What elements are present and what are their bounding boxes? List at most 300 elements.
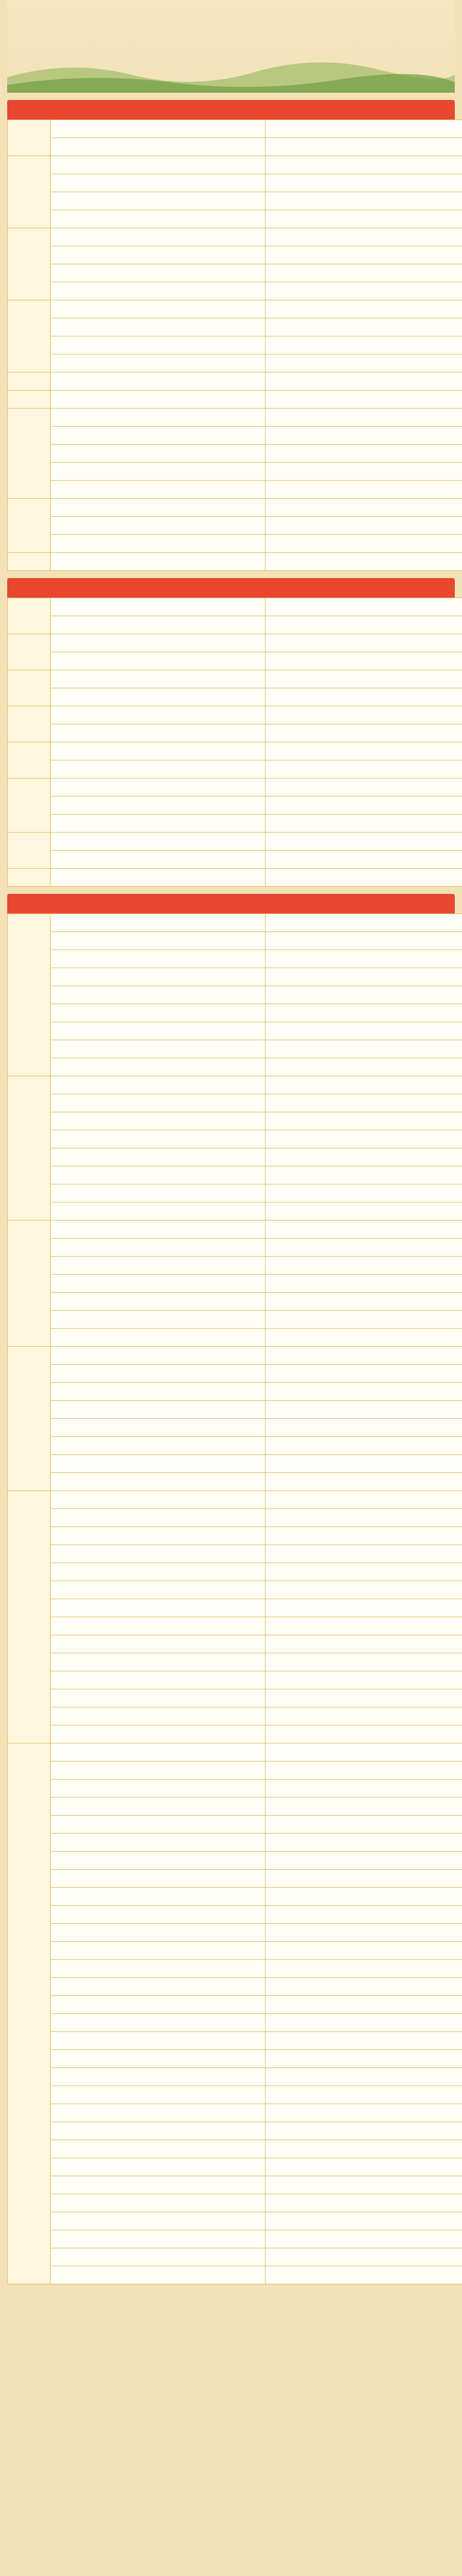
cooperative-name-cell [266, 1725, 462, 1743]
table-row [8, 1473, 462, 1491]
cooperative-name-cell [51, 1978, 266, 1996]
table-row [8, 2086, 462, 2104]
cooperative-name-cell [51, 2140, 266, 2158]
cooperative-name-cell [51, 1617, 266, 1635]
cooperative-name-cell [51, 1653, 266, 1671]
district-cell [8, 634, 51, 670]
cooperative-name-cell [51, 1581, 266, 1599]
table-row [8, 706, 462, 724]
cooperative-name-cell [266, 553, 462, 571]
cooperative-name-cell [51, 282, 266, 300]
cooperative-name-cell [266, 1166, 462, 1184]
cooperative-name-cell [266, 950, 462, 968]
cooperative-name-cell [266, 1202, 462, 1221]
table-row [8, 1419, 462, 1437]
cooperative-name-cell [51, 652, 266, 670]
cooperative-name-cell [266, 1130, 462, 1148]
cooperative-name-cell [51, 463, 266, 481]
table-row [8, 598, 462, 616]
cooperative-name-cell [266, 1581, 462, 1599]
cooperative-name-cell [51, 869, 266, 887]
table-row [8, 2068, 462, 2086]
cooperative-name-cell [266, 1545, 462, 1563]
cooperative-name-cell [51, 2068, 266, 2086]
cooperative-name-cell [266, 1671, 462, 1689]
cooperative-name-cell [51, 1906, 266, 1924]
table-row [8, 1563, 462, 1581]
table-row [8, 1906, 462, 1924]
table-row [8, 409, 462, 427]
cooperative-name-cell [266, 391, 462, 409]
table-row [8, 481, 462, 499]
table-row [8, 652, 462, 670]
cooperative-name-cell [51, 1455, 266, 1473]
cooperative-name-cell [266, 2068, 462, 2086]
table-row [8, 1816, 462, 1834]
cooperative-name-cell [51, 1040, 266, 1058]
district-cell [8, 1221, 51, 1347]
table-row [8, 1617, 462, 1635]
cooperative-name-cell [266, 354, 462, 372]
cooperative-name-cell [266, 1148, 462, 1166]
cooperative-name-cell [266, 815, 462, 833]
cooperative-name-cell [51, 1942, 266, 1960]
cooperative-name-cell [51, 1275, 266, 1293]
table-row [8, 2014, 462, 2032]
cooperative-name-cell [266, 2266, 462, 2284]
table-row [8, 1780, 462, 1798]
district-cell [8, 156, 51, 228]
table-row [8, 1888, 462, 1906]
title-banner [7, 0, 455, 93]
table-row [8, 634, 462, 652]
cooperative-name-cell [266, 445, 462, 463]
cooperative-name-cell [266, 2230, 462, 2248]
table-row [8, 1148, 462, 1166]
cooperative-name-cell [51, 1329, 266, 1347]
table-row [8, 445, 462, 463]
table-row [8, 2104, 462, 2122]
table-row [8, 1040, 462, 1058]
cooperative-name-cell [266, 228, 462, 246]
cooperative-name-cell [51, 742, 266, 760]
cooperative-name-cell [266, 2032, 462, 2050]
cooperative-name-cell [266, 1707, 462, 1725]
cooperative-name-cell [51, 1834, 266, 1852]
cooperative-name-cell [51, 1725, 266, 1743]
table-row [8, 1852, 462, 1870]
table-row [8, 2140, 462, 2158]
district-cell [8, 670, 51, 706]
table-row [8, 138, 462, 156]
table-row [8, 156, 462, 174]
cooperative-name-cell [266, 156, 462, 174]
cooperative-name-cell [266, 1022, 462, 1040]
section-title [7, 100, 455, 120]
cooperative-name-cell [51, 1743, 266, 1761]
cooperative-name-cell [266, 1617, 462, 1635]
cooperative-name-cell [266, 1888, 462, 1906]
table-row [8, 1653, 462, 1671]
district-cell [8, 391, 51, 409]
section-2 [7, 578, 455, 887]
table-row [8, 1184, 462, 1202]
district-cell [8, 228, 51, 300]
cooperative-name-cell [51, 1058, 266, 1076]
table-row [8, 1924, 462, 1942]
cooperative-name-cell [266, 2104, 462, 2122]
cooperative-name-cell [266, 138, 462, 156]
table-row [8, 1635, 462, 1653]
cooperative-name-cell [266, 1184, 462, 1202]
cooperative-name-cell [266, 1365, 462, 1383]
table-row [8, 1527, 462, 1545]
cooperative-name-cell [266, 2086, 462, 2104]
cooperative-name-cell [266, 1347, 462, 1365]
cooperative-name-cell [266, 1978, 462, 1996]
cooperative-name-cell [266, 1761, 462, 1780]
table-row [8, 1365, 462, 1383]
table-row [8, 372, 462, 391]
cooperative-name-cell [51, 2050, 266, 2068]
cooperative-name-cell [266, 1004, 462, 1022]
table-row [8, 1689, 462, 1707]
cooperative-name-cell [266, 481, 462, 499]
cooperative-name-cell [266, 1852, 462, 1870]
cooperative-name-cell [51, 706, 266, 724]
cooperative-name-cell [51, 2086, 266, 2104]
cooperative-name-cell [51, 138, 266, 156]
district-cell [8, 1491, 51, 1743]
cooperative-name-cell [51, 616, 266, 634]
cooperative-name-cell [266, 1689, 462, 1707]
cooperative-name-cell [51, 1401, 266, 1419]
table-row [8, 336, 462, 354]
cooperative-name-cell [51, 1130, 266, 1148]
table-row [8, 1239, 462, 1257]
cooperative-name-cell [51, 598, 266, 616]
cooperative-name-cell [51, 535, 266, 553]
table-row [8, 1094, 462, 1112]
cooperative-name-cell [51, 1166, 266, 1184]
cooperative-name-cell [51, 1707, 266, 1725]
table-row [8, 851, 462, 869]
table-row [8, 950, 462, 968]
cooperative-name-cell [266, 120, 462, 138]
cooperative-name-cell [51, 354, 266, 372]
cooperative-name-cell [51, 1635, 266, 1653]
table-row [8, 1112, 462, 1130]
table-row [8, 1221, 462, 1239]
cooperative-name-cell [266, 1058, 462, 1076]
cooperative-name-cell [266, 210, 462, 228]
cooperative-name-cell [266, 742, 462, 760]
table-row [8, 1942, 462, 1960]
cooperative-name-cell [266, 833, 462, 851]
cooperative-name-cell [51, 1221, 266, 1239]
cooperative-name-cell [51, 760, 266, 778]
table-row [8, 192, 462, 210]
table-row [8, 1545, 462, 1563]
sections-container [7, 100, 455, 2284]
table-row [8, 463, 462, 481]
cooperative-name-cell [51, 1527, 266, 1545]
table-row [8, 1671, 462, 1689]
cooperative-name-cell [51, 986, 266, 1004]
cooperative-name-cell [51, 2230, 266, 2248]
cooperative-name-cell [266, 778, 462, 796]
district-cell [8, 1743, 51, 2284]
cooperative-name-cell [51, 120, 266, 138]
table-row [8, 300, 462, 318]
table-row [8, 228, 462, 246]
cooperative-name-cell [51, 1852, 266, 1870]
cooperative-name-cell [51, 1293, 266, 1311]
table-row [8, 210, 462, 228]
cooperative-name-cell [266, 1942, 462, 1960]
table-row [8, 1509, 462, 1527]
district-cell [8, 833, 51, 869]
table-row [8, 1130, 462, 1148]
table-row [8, 670, 462, 688]
cooperative-name-cell [51, 1924, 266, 1942]
cooperative-name-cell [266, 968, 462, 986]
table-row [8, 264, 462, 282]
cooperative-name-cell [51, 2104, 266, 2122]
table-row [8, 724, 462, 742]
table-row [8, 796, 462, 815]
cooperative-name-cell [51, 2248, 266, 2266]
cooperative-name-cell [266, 1798, 462, 1816]
cooperative-name-cell [51, 2032, 266, 2050]
section-1 [7, 100, 455, 571]
table-row [8, 2176, 462, 2194]
cooperative-name-cell [266, 1780, 462, 1798]
cooperative-name-cell [266, 1924, 462, 1942]
cooperative-name-cell [266, 1437, 462, 1455]
cooperative-name-cell [51, 1184, 266, 1202]
cooperative-name-cell [266, 1473, 462, 1491]
cooperative-name-cell [51, 796, 266, 815]
section-title [7, 578, 455, 598]
cooperative-name-cell [51, 174, 266, 192]
cooperative-name-cell [266, 1112, 462, 1130]
cooperative-name-cell [266, 517, 462, 535]
table-row [8, 318, 462, 336]
cooperative-name-cell [51, 2176, 266, 2194]
cooperative-name-cell [266, 616, 462, 634]
cooperative-name-cell [266, 499, 462, 517]
cooperative-name-cell [266, 598, 462, 616]
cooperative-name-cell [51, 1780, 266, 1798]
table-row [8, 1455, 462, 1473]
table-row [8, 427, 462, 445]
cooperative-name-cell [266, 724, 462, 742]
cooperative-name-cell [51, 950, 266, 968]
cooperative-name-cell [266, 1383, 462, 1401]
cooperative-name-cell [266, 1527, 462, 1545]
cooperative-name-cell [51, 1004, 266, 1022]
table-row [8, 2212, 462, 2230]
table-row [8, 616, 462, 634]
cooperative-name-cell [266, 1076, 462, 1094]
table-row [8, 2230, 462, 2248]
cooperative-name-cell [266, 264, 462, 282]
cooperative-name-cell [51, 1076, 266, 1094]
table-row [8, 1581, 462, 1599]
cooperative-name-cell [51, 634, 266, 652]
cooperative-name-cell [266, 336, 462, 354]
cooperative-name-cell [51, 2194, 266, 2212]
cooperative-name-cell [266, 2140, 462, 2158]
cooperative-name-cell [266, 300, 462, 318]
cooperative-name-cell [51, 1202, 266, 1221]
cooperative-name-cell [266, 869, 462, 887]
cooperative-name-cell [266, 2158, 462, 2176]
table-row [8, 120, 462, 138]
district-cell [8, 706, 51, 742]
cooperative-name-cell [51, 1491, 266, 1509]
cooperative-name-cell [266, 932, 462, 950]
table-row [8, 1599, 462, 1617]
district-cell [8, 914, 51, 1076]
cooperative-name-cell [266, 796, 462, 815]
cooperative-name-cell [266, 1563, 462, 1581]
cooperative-name-cell [51, 1383, 266, 1401]
cooperative-name-cell [266, 634, 462, 652]
cooperative-name-cell [51, 1870, 266, 1888]
table-row [8, 1725, 462, 1743]
cooperative-name-cell [266, 246, 462, 264]
cooperative-name-cell [51, 210, 266, 228]
cooperative-name-cell [51, 2158, 266, 2176]
cooperative-name-cell [51, 1148, 266, 1166]
table-row [8, 282, 462, 300]
table-row [8, 2266, 462, 2284]
cooperative-name-cell [51, 670, 266, 688]
cooperative-name-cell [51, 1816, 266, 1834]
table-row [8, 986, 462, 1004]
cooperative-name-cell [51, 688, 266, 706]
table-row [8, 1401, 462, 1419]
table-row [8, 517, 462, 535]
cooperative-name-cell [266, 427, 462, 445]
cooperative-name-cell [51, 481, 266, 499]
table-row [8, 1978, 462, 1996]
table-row [8, 1058, 462, 1076]
cooperative-name-cell [51, 914, 266, 932]
cooperative-name-cell [51, 372, 266, 391]
table-row [8, 499, 462, 517]
cooperative-name-cell [51, 2212, 266, 2230]
cooperative-name-cell [51, 932, 266, 950]
table-row [8, 1491, 462, 1509]
cooperative-name-cell [266, 192, 462, 210]
cooperative-name-cell [51, 1888, 266, 1906]
cooperative-name-cell [51, 1545, 266, 1563]
cooperative-name-cell [51, 1257, 266, 1275]
district-cell [8, 869, 51, 887]
cooperative-name-cell [51, 336, 266, 354]
cooperative-name-cell [266, 652, 462, 670]
cooperative-name-cell [51, 833, 266, 851]
cooperative-name-cell [266, 1293, 462, 1311]
district-cell [8, 300, 51, 372]
cooperative-name-cell [51, 1094, 266, 1112]
cooperative-name-cell [266, 1996, 462, 2014]
cooperative-name-cell [51, 1599, 266, 1617]
cooperative-name-cell [266, 851, 462, 869]
table-row [8, 2248, 462, 2266]
table-row [8, 1347, 462, 1365]
cooperative-name-cell [266, 2248, 462, 2266]
cooperative-name-cell [266, 1419, 462, 1437]
cooperative-name-cell [266, 1257, 462, 1275]
cooperative-name-cell [51, 815, 266, 833]
cooperative-name-cell [266, 2050, 462, 2068]
cooperative-name-cell [266, 1599, 462, 1617]
cooperative-name-cell [266, 1221, 462, 1239]
cooperative-name-cell [266, 2176, 462, 2194]
table-row [8, 553, 462, 571]
cooperative-name-cell [266, 1401, 462, 1419]
cooperative-name-cell [51, 553, 266, 571]
cooperative-name-cell [51, 156, 266, 174]
table-row [8, 2194, 462, 2212]
district-cell [8, 499, 51, 553]
table-row [8, 1257, 462, 1275]
cooperative-name-cell [266, 914, 462, 932]
cooperative-name-cell [51, 2122, 266, 2140]
cooperative-name-cell [266, 1040, 462, 1058]
table-row [8, 1383, 462, 1401]
cooperative-name-cell [266, 1834, 462, 1852]
cooperative-name-cell [266, 670, 462, 688]
cooperative-name-cell [51, 1311, 266, 1329]
table-row [8, 1996, 462, 2014]
cooperative-name-cell [266, 2194, 462, 2212]
table-row [8, 354, 462, 372]
table-row [8, 174, 462, 192]
cooperative-name-cell [266, 1906, 462, 1924]
cooperative-name-cell [266, 174, 462, 192]
cooperative-table [7, 598, 462, 887]
hills-decoration [7, 57, 455, 93]
district-cell [8, 1347, 51, 1491]
district-cell [8, 409, 51, 499]
cooperative-name-cell [266, 1870, 462, 1888]
cooperative-name-cell [51, 2266, 266, 2284]
table-row [8, 968, 462, 986]
cooperative-name-cell [266, 318, 462, 336]
table-row [8, 778, 462, 796]
district-cell [8, 372, 51, 391]
cooperative-name-cell [266, 688, 462, 706]
table-row [8, 1293, 462, 1311]
table-row [8, 2122, 462, 2140]
cooperative-name-cell [51, 427, 266, 445]
table-row [8, 2032, 462, 2050]
table-row [8, 1166, 462, 1184]
cooperative-name-cell [266, 1816, 462, 1834]
cooperative-name-cell [51, 1761, 266, 1780]
table-row [8, 1022, 462, 1040]
cooperative-name-cell [51, 1689, 266, 1707]
cooperative-name-cell [51, 1239, 266, 1257]
cooperative-name-cell [51, 968, 266, 986]
cooperative-name-cell [51, 1419, 266, 1437]
section-3 [7, 894, 455, 2284]
